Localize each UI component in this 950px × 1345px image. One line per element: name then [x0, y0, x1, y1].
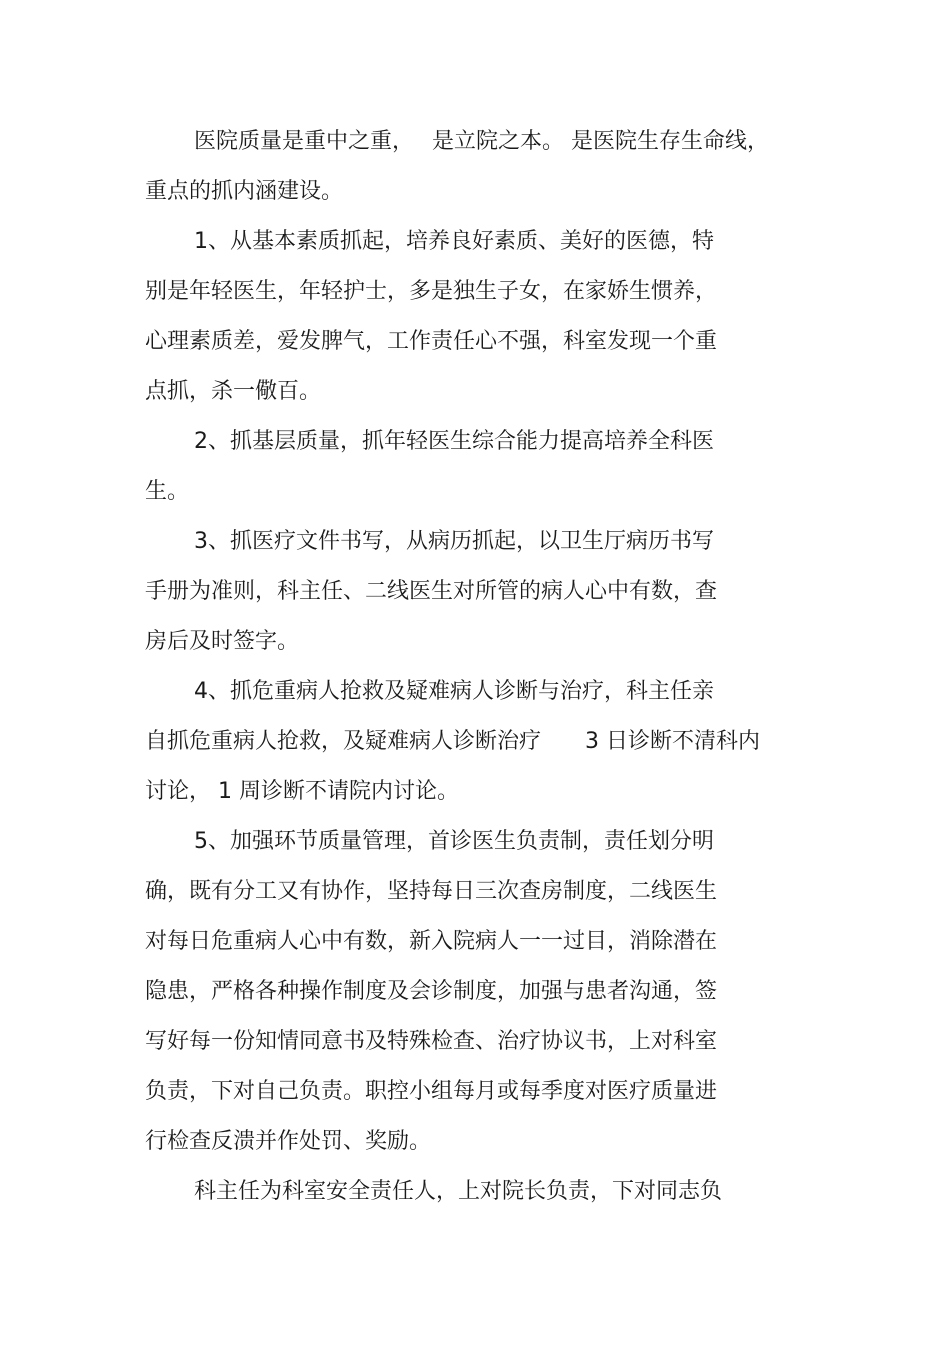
text-line: 1、从基本素质抓起，培养良好素质、美好的医德，特 [194, 229, 714, 254]
text-line: 讨论， 1 周诊断不请院内讨论。 [145, 779, 459, 804]
text-line: 科主任为科室安全责任人，上对院长负责，下对同志负 [194, 1179, 723, 1204]
text-line: 生。 [145, 479, 190, 504]
text-line: 手册为准则，科主任、二线医生对所管的病人心中有数，查 [145, 579, 718, 604]
text-line: 自抓危重病人抢救，及疑难病人诊断治疗 3 日诊断不清科内 [145, 729, 760, 754]
text-line: 4、抓危重病人抢救及疑难病人诊断与治疗，科主任亲 [194, 679, 714, 704]
text-line: 3、抓医疗文件书写，从病历抓起，以卫生厅病历书写 [194, 529, 714, 554]
text-line: 5、加强环节质量管理，首诊医生负责制，责任划分明 [194, 829, 714, 854]
text-line: 写好每一份知情同意书及特殊检查、治疗协议书，上对科室 [145, 1029, 718, 1054]
text-line: 确，既有分工又有协作，坚持每日三次查房制度，二线医生 [145, 879, 718, 904]
text-line: 别是年轻医生，年轻护士，多是独生子女，在家娇生惯养， [145, 279, 718, 304]
text-line: 2、抓基层质量，抓年轻医生综合能力提高培养全科医 [194, 429, 714, 454]
text-line: 心理素质差，爱发脾气，工作责任心不强，科室发现一个重 [145, 329, 718, 354]
text-line: 负责，下对自己负责。职控小组每月或每季度对医疗质量进 [145, 1079, 718, 1104]
text-line: 行检查反溃并作处罚、奖励。 [145, 1129, 432, 1154]
text-line: 点抓，杀一儆百。 [145, 379, 322, 404]
text-line: 隐患，严格各种操作制度及会诊制度，加强与患者沟通，签 [145, 979, 718, 1004]
text-line: 对每日危重病人心中有数，新入院病人一一过目，消除潜在 [145, 929, 718, 954]
text-line: 医院质量是重中之重， 是立院之本。 是医院生存生命线， [194, 129, 769, 154]
text-line: 重点的抓内涵建设。 [145, 179, 344, 204]
text-line: 房后及时签字。 [145, 629, 300, 654]
